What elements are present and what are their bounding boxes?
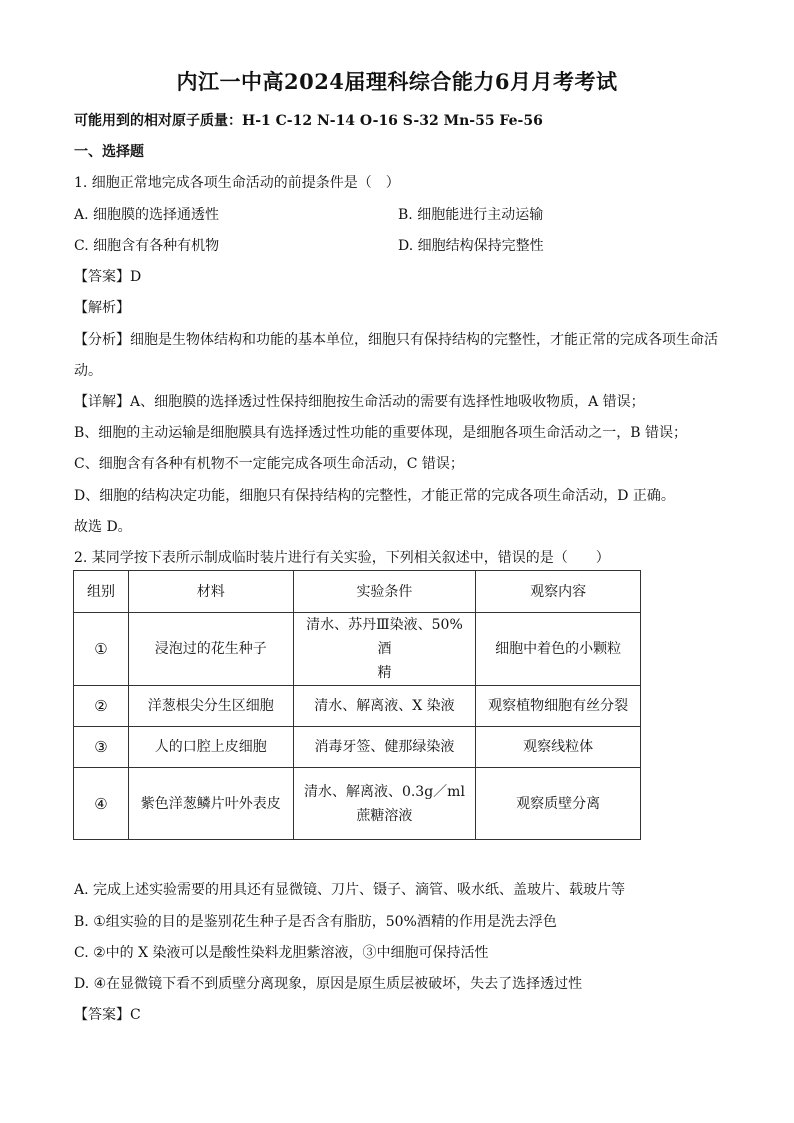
exam-title: 内江一中高2024届理科综合能力6月月考考试 [176,69,618,94]
condition-line: 精 [377,665,392,681]
atomic-masses: 可能用到的相对原子质量：H-1 C-12 N-14 O-16 S-32 Mn-55 Fe-56 [74,113,543,129]
q1-option-a: A. 细胞膜的选择通透性 [74,207,220,223]
q2-option-a: A. 完成上述实验需要的用具还有显微镜、刀片、镊子、滴管、吸水纸、盖玻片、载玻片等 [74,882,626,898]
table-cell-observation: 细胞中着色的小颗粒 [476,613,641,686]
table-row [74,613,641,686]
q1-detail-b: B、细胞的主动运输是细胞膜具有选择透过性功能的重要体现，是细胞各项生命活动之一，B 错误； [74,425,688,441]
condition-line: 清水、解离液、0.3g／ml [303,783,465,800]
table-cell-material: 人的口腔上皮细胞 [128,727,293,768]
q1-detail-c: C、细胞含有各种有机物不一定能完成各项生命活动，C 错误； [74,456,464,472]
q2-option-b: B. ①组实验的目的是鉴别花生种子是否含有脂肪，50%酒精的作用是洗去浮色 [74,914,557,930]
q1-option-b: B. 细胞能进行主动运输 [398,207,544,223]
table-cell-group: ④ [74,768,129,840]
condition-line: 蔗糖溶液 [356,807,413,824]
q2-experiment-table [73,570,641,840]
q2-option-c: C. ②中的 X 染液可以是酸性染料龙胆紫溶液，③中细胞可保持活性 [74,945,489,961]
table-row [74,727,641,768]
q1-detail-a: 【详解】A、细胞膜的选择透过性保持细胞按生命活动的需要有选择性地吸收物质，A 错误； [74,394,645,410]
table-header-material: 材料 [128,571,293,613]
table-cell-group: ② [74,686,129,727]
q2-option-d: D. ④在显微镜下看不到质壁分离现象，原因是原生质层被破坏，失去了选择透过性 [74,976,583,992]
table-row [74,686,641,727]
table-cell-group: ③ [74,727,129,768]
q1-fenxi-line1: 【分析】细胞是生物体结构和功能的基本单位，细胞只有保持结构的完整性，才能正常的完成各项生命活 [74,332,718,348]
table-row [74,768,641,840]
q1-answer: 【答案】D [74,269,142,285]
table-cell-condition: 清水、解离液、X 染液 [293,686,476,727]
q1-analysis-label: 【解析】 [74,300,130,316]
q1-option-c: C. 细胞含有各种有机物 [74,238,220,254]
table-cell-group: ① [74,613,129,686]
table-cell-material: 洋葱根尖分生区细胞 [128,686,293,727]
table-cell-observation: 观察质壁分离 [476,768,641,840]
table-cell-observation: 观察线粒体 [476,727,641,768]
table-header-row [74,571,641,613]
q2-stem: 2. 某同学按下表所示制成临时装片进行有关实验，下列相关叙述中，错误的是（ ） [74,550,610,566]
table-cell-condition [293,768,476,840]
q1-detail-d: D、细胞的结构决定功能，细胞只有保持结构的完整性，才能正常的完成各项生命活动，D 正确。 [74,488,675,504]
table-cell-condition: 消毒牙签、健那绿染液 [293,727,476,768]
table-header-observation: 观察内容 [476,571,641,613]
section-heading: 一、选择题 [74,144,144,160]
table-cell-material: 紫色洋葱鳞片叶外表皮 [128,768,293,840]
table-header-condition: 实验条件 [293,571,476,613]
table-cell-material: 浸泡过的花生种子 [128,613,293,686]
table-cell-condition [293,613,476,686]
q1-conclusion: 故选 D。 [74,519,132,535]
q1-stem: 1. 细胞正常地完成各项生命活动的前提条件是（ ） [74,175,400,191]
q1-fenxi-line2: 动。 [74,363,102,379]
condition-line: 清水、苏丹Ⅲ染液、50%酒 [306,617,463,657]
q2-answer: 【答案】C [74,1007,141,1023]
table-header-group: 组别 [74,571,129,613]
table-cell-observation: 观察植物细胞有丝分裂 [476,686,641,727]
q1-option-d: D. 细胞结构保持完整性 [398,238,544,254]
